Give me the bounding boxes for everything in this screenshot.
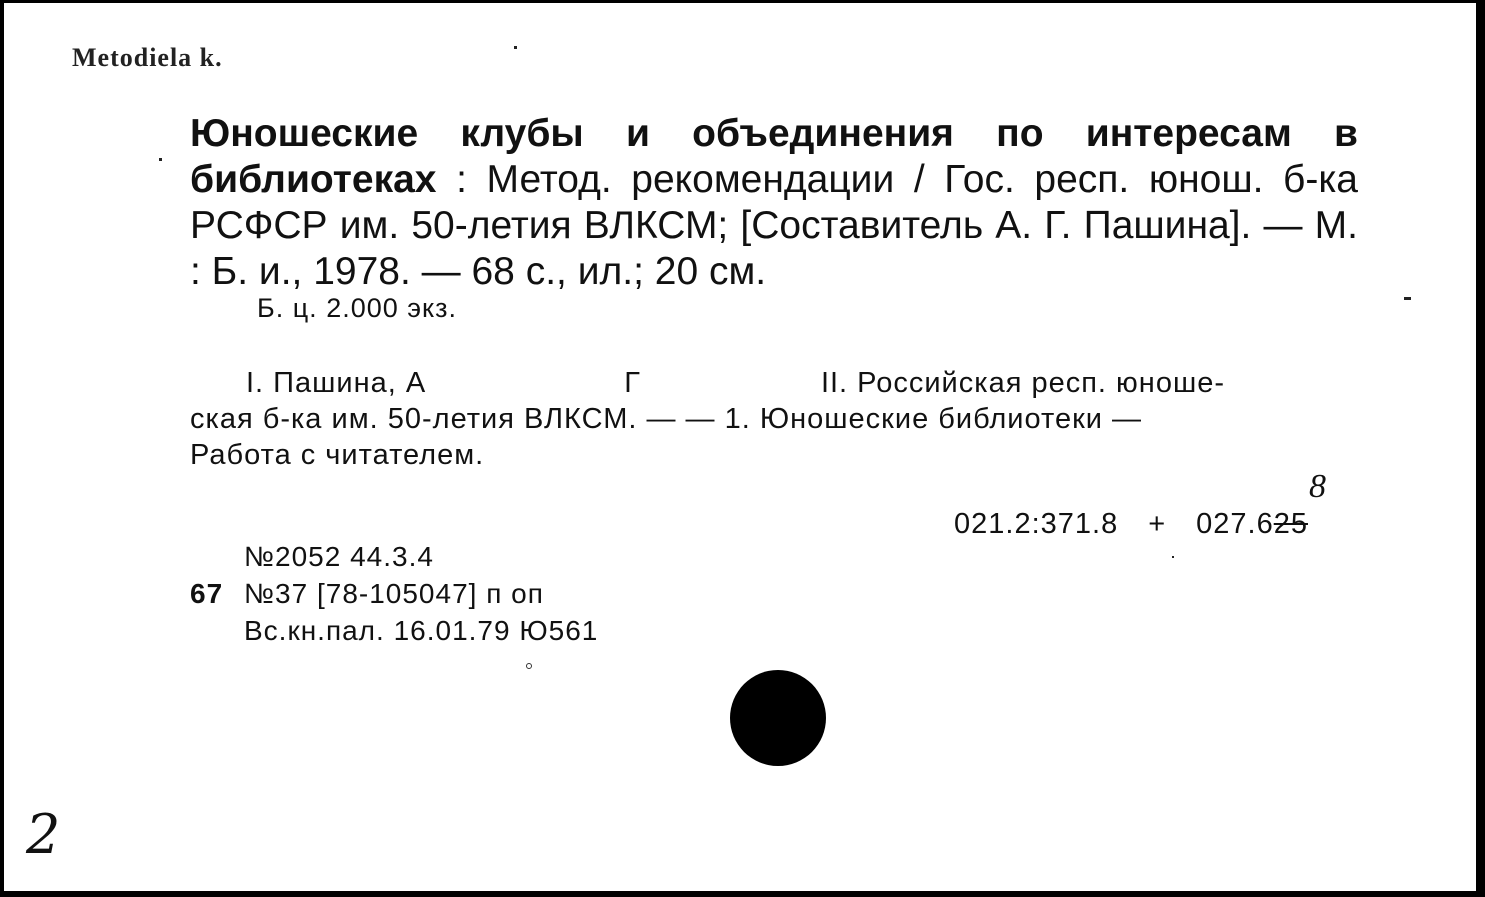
bibliographic-description [190, 111, 1358, 295]
footer-line-2-label: 67 [190, 578, 224, 609]
tracing-line-2: ская б-ка им. 50-летия ВЛКСМ. — — 1. Юношеские библиотеки — [190, 403, 1143, 435]
catalog-card [4, 3, 1476, 891]
udc-part-1: 021.2:371.8 [954, 508, 1119, 540]
tracing-line-3: Работа с читателем. [190, 439, 485, 471]
ink-speck [1172, 556, 1174, 558]
tracings [190, 365, 1356, 473]
udc-plus: + [1148, 508, 1167, 540]
heading-stamp: Metodiela k. [72, 43, 223, 72]
title-rest: : Метод. рекомендации / Гос. респ. юнош. б-ка РСФСР им. 50-летия ВЛКСМ; [Составитель А. Г. Пашина]. — М. : Б. и., 1978. — 68 с., ил.; 20 см. [190, 158, 1358, 293]
handwritten-number: 2 [26, 803, 61, 866]
footer-line-1-text: №2052 44.3.4 [244, 541, 434, 572]
ink-speck [514, 46, 517, 49]
footer-line-2 [190, 575, 598, 612]
tracing-institution: II. Российская респ. юноше- [820, 367, 1225, 399]
tracing-initial: Г [624, 367, 641, 399]
title-bold: Юношеские клубы и объединения по интересам в библиотеках [190, 112, 1358, 201]
udc-part-2-prefix: 027.6 [1196, 508, 1274, 540]
tracing-author: I. Пашина, А [246, 367, 427, 399]
punch-hole [730, 670, 826, 766]
card-footer [190, 538, 598, 649]
udc-handwritten-mark: 8 [1309, 468, 1326, 505]
footer-line-3 [190, 612, 598, 649]
ink-speck [526, 663, 532, 669]
udc-part-2-struck: 25 [1273, 508, 1308, 540]
price-note: Б. ц. 2.000 экз. [257, 293, 458, 323]
ink-speck [159, 158, 162, 161]
udc-classification [954, 508, 1308, 541]
ink-speck [1404, 297, 1411, 300]
footer-line-2-text: №37 [78-105047] п оп [244, 578, 544, 609]
tracing-line-1 [190, 365, 1356, 401]
footer-line-1 [190, 538, 598, 575]
footer-line-3-text: Вс.кн.пал. 16.01.79 Ю561 [244, 615, 599, 646]
